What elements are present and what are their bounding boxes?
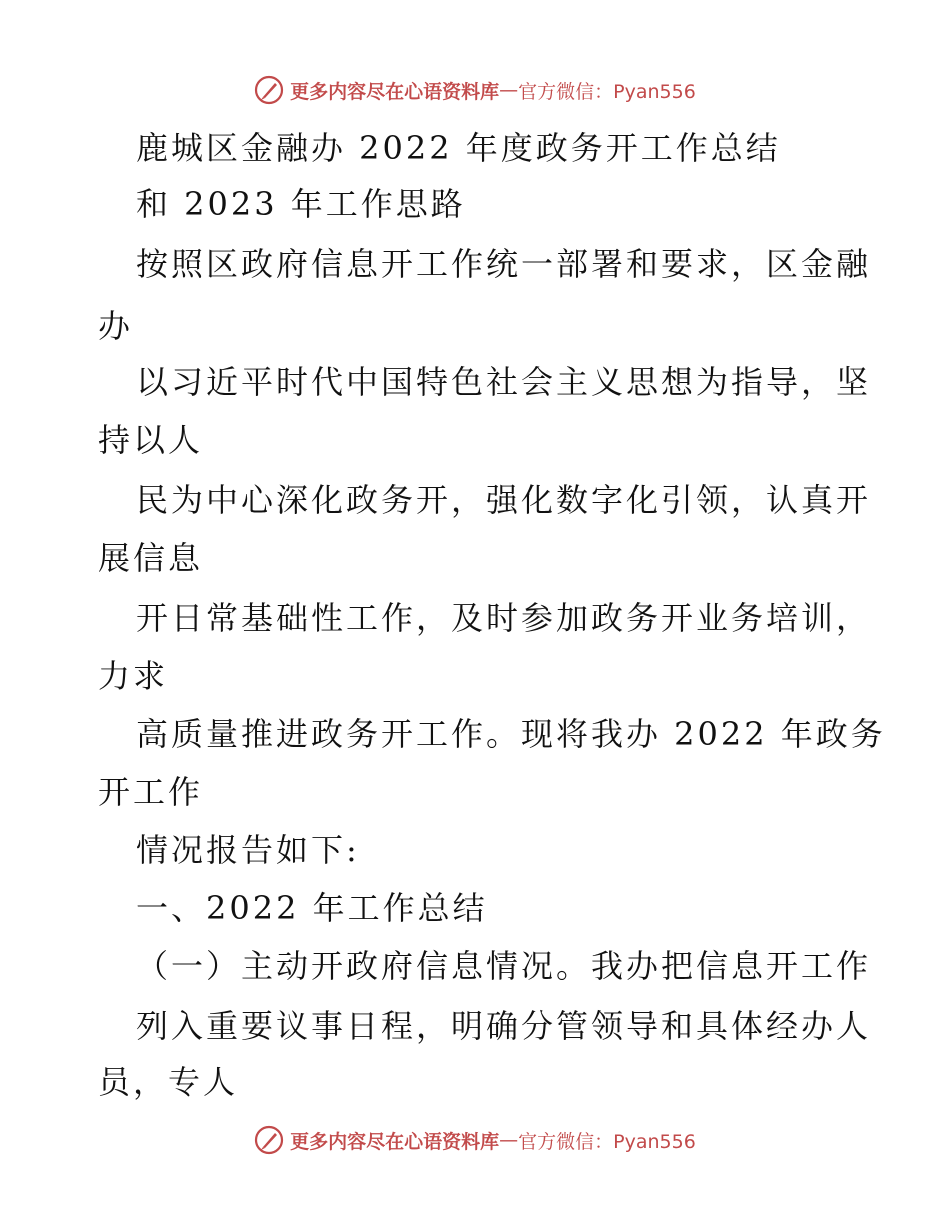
footer-watermark [0, 1120, 950, 1160]
text-line: 按照区政府信息开工作统一部署和要求，区金融 [136, 245, 872, 283]
text-line: 员，专人 [98, 1063, 239, 1101]
section-heading: 一、2022 年工作总结 [136, 889, 488, 927]
document-title-line-2: 和 2023 年工作思路 [136, 185, 466, 223]
text-line: （一）主动开政府信息情况。我办把信息开工作 [136, 947, 872, 985]
text-line: 开日常基础性工作，及时参加政务开业务培训， [136, 599, 872, 637]
text-line: 开工作 [98, 773, 204, 811]
text-line: 力求 [98, 657, 169, 695]
text-line: 列入重要议事日程，明确分管领导和具体经办人 [136, 1007, 872, 1045]
text-line: 持以人 [98, 421, 204, 459]
watermark-dash: — [499, 1129, 519, 1151]
quill-circle-icon [254, 1125, 284, 1155]
header-watermark [0, 70, 950, 110]
text-line: 展信息 [98, 539, 204, 577]
text-line: 办 [98, 307, 134, 345]
watermark-site-name: 更多内容尽在心语资料库 [290, 1130, 500, 1153]
text-line: 以习近平时代中国特色社会主义思想为指导，坚 [136, 363, 872, 401]
quill-circle-icon [254, 75, 284, 105]
watermark-dash: — [499, 79, 519, 101]
watermark-contact: 官方微信：Pyan556 [518, 80, 696, 103]
watermark-site-name: 更多内容尽在心语资料库 [290, 80, 500, 103]
watermark-contact: 官方微信：Pyan556 [518, 1130, 696, 1153]
text-line: 高质量推进政务开工作。现将我办 2022 年政务 [136, 715, 886, 753]
document-title-line-1: 鹿城区金融办 2022 年度政务开工作总结 [136, 129, 781, 167]
text-line: 情况报告如下: [136, 831, 360, 869]
text-line: 民为中心深化政务开，强化数字化引领，认真开 [136, 481, 872, 519]
